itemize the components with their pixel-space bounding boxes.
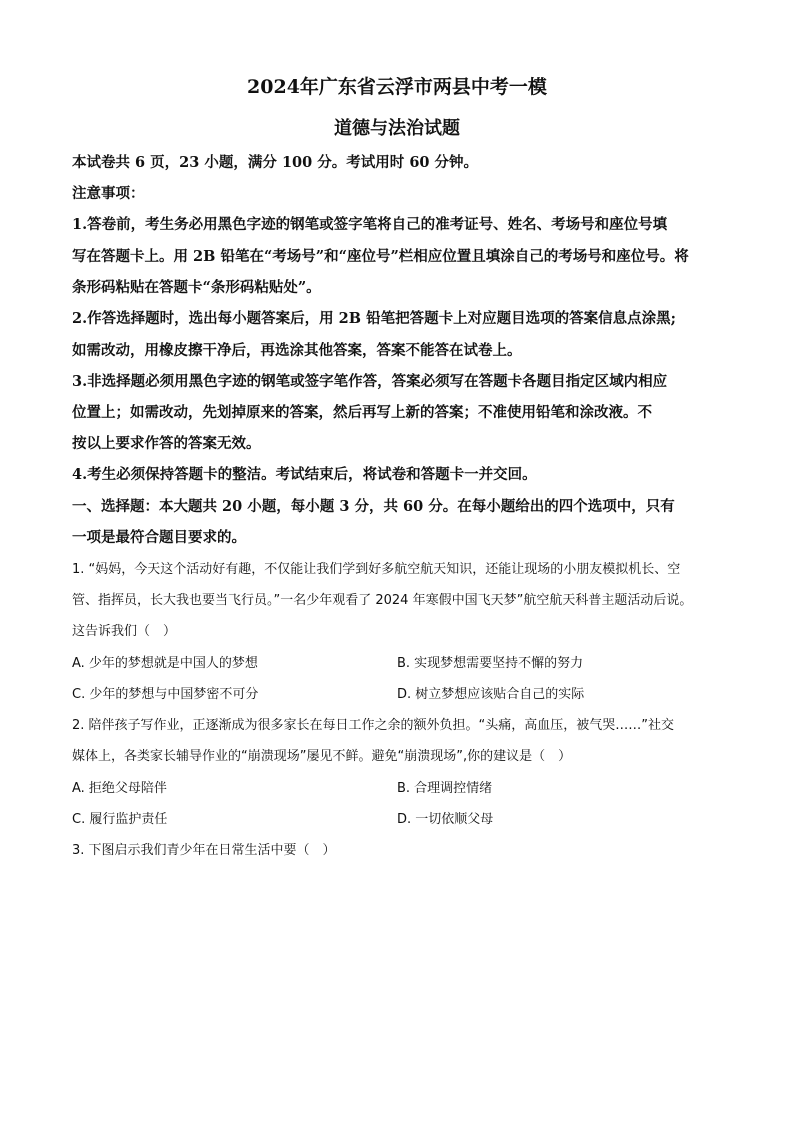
question-1-option-d: D. 树立梦想应该贴合自己的实际 (397, 687, 585, 702)
question-2-text: 2. 陪伴孩子写作业，正逐渐成为很多家长在每日工作之余的额外负担。“头痛，高血压，被气哭……”社交 (72, 718, 675, 733)
exam-summary: 本试卷共 6 页，23 小题，满分 100 分。考试用时 60 分钟。 (72, 154, 479, 171)
exam-subtitle: 道德与法治试题 (334, 118, 460, 139)
question-1-text: 管、指挥员，长大我也要当飞行员。”一名少年观看了 2024 年寒假中国飞天梦”航空航天科普主题活动后说。 (72, 593, 693, 608)
section-heading: 一项是最符合题目要求的。 (72, 529, 246, 546)
notice-line: 如需改动，用橡皮擦干净后，再选涂其他答案，答案不能答在试卷上。 (72, 342, 522, 359)
question-1-option-b: B. 实现梦想需要坚持不懈的努力 (397, 656, 584, 671)
question-2-option-a: A. 拒绝父母陪伴 (72, 781, 167, 796)
notice-line: 2.作答选择题时，选出每小题答案后，用 2B 铅笔把答题卡上对应题目选项的答案信息点涂黑; (72, 310, 676, 327)
notice-line: 位置上；如需改动，先划掉原来的答案，然后再写上新的答案；不准使用铅笔和涂改液。不 (72, 404, 652, 421)
question-1-option-c: C. 少年的梦想与中国梦密不可分 (72, 687, 259, 702)
question-1-option-a: A. 少年的梦想就是中国人的梦想 (72, 656, 258, 671)
question-2-option-b: B. 合理调控情绪 (397, 781, 493, 796)
question-2-option-d: D. 一切依顺父母 (397, 812, 494, 827)
question-3-text: 3. 下图启示我们青少年在日常生活中要（ ） (72, 843, 336, 858)
section-heading: 一、选择题：本大题共 20 小题，每小题 3 分，共 60 分。在每小题给出的四个选项中，只有 (72, 498, 675, 515)
notice-line: 写在答题卡上。用 2B 铅笔在“考场号”和“座位号”栏相应位置且填涂自己的考场号和座位号。将 (72, 248, 689, 265)
notice-line: 4.考生必须保持答题卡的整洁。考试结束后，将试卷和答题卡一并交回。 (72, 466, 537, 483)
notice-line: 条形码粘贴在答题卡“条形码粘贴处”。 (72, 279, 321, 296)
notice-line: 3.非选择题必须用黑色字迹的钢笔或签字笔作答，答案必须写在答题卡各题目指定区域内相应 (72, 373, 668, 390)
notice-line: 1.答卷前，考生务必用黑色字迹的钢笔或签字笔将自己的准考证号、姓名、考场号和座位号填 (72, 216, 668, 233)
notice-heading: 注意事项： (72, 185, 145, 202)
question-2-option-c: C. 履行监护责任 (72, 812, 168, 827)
notice-line: 按以上要求作答的答案无效。 (72, 435, 261, 452)
exam-title: 2024年广东省云浮市两县中考一模 (247, 76, 547, 98)
question-1-text: 1. “妈妈，今天这个活动好有趣，不仅能让我们学到好多航空航天知识，还能让现场的小朋友模拟机长、空 (72, 562, 681, 577)
question-2-text: 媒体上，各类家长辅导作业的“崩溃现场”屡见不鲜。避免“崩溃现场”,你的建议是（ ） (72, 749, 572, 764)
question-1-text: 这告诉我们（ ） (72, 624, 177, 639)
